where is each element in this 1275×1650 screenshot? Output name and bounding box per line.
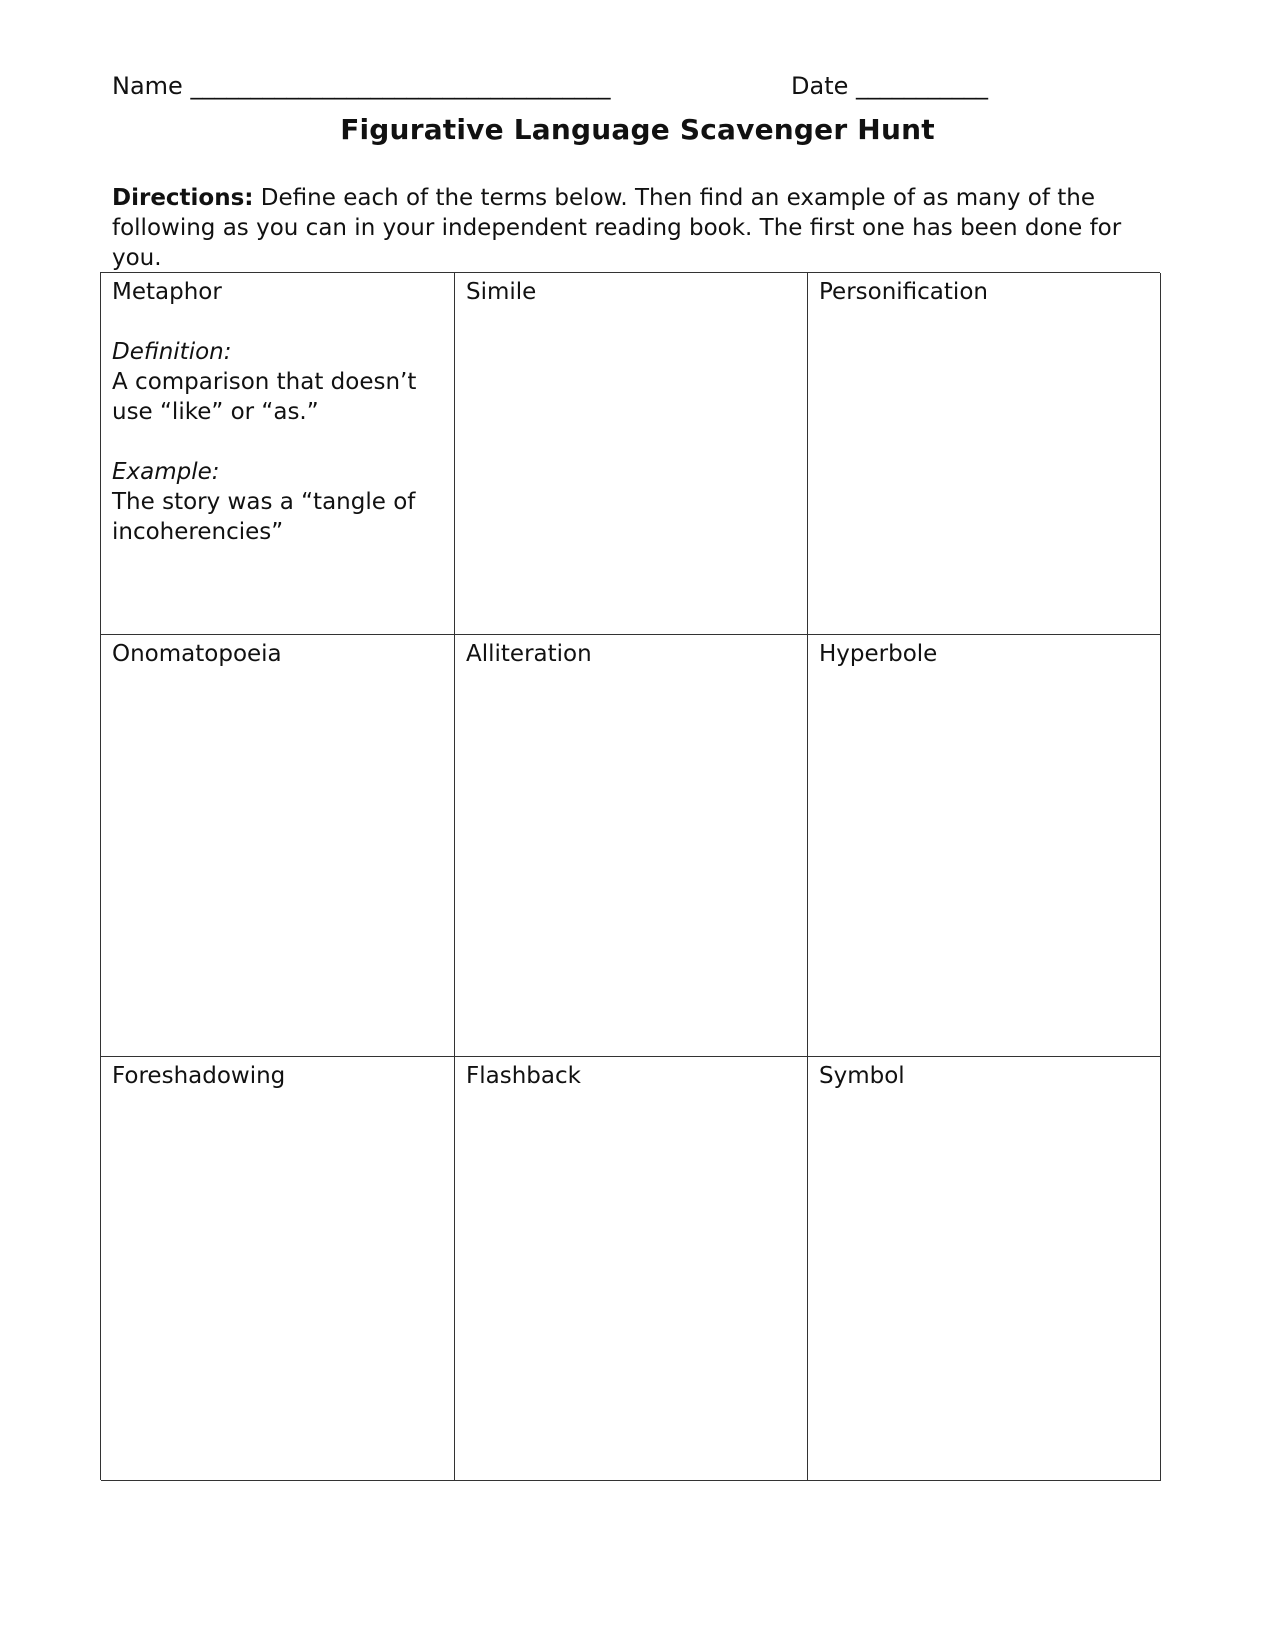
directions (112, 183, 1162, 273)
cell-title: Hyperbole (819, 641, 938, 667)
cell-symbol[interactable] (808, 1057, 1161, 1481)
example-label: Example: (112, 459, 220, 485)
name-label: Name (112, 72, 183, 100)
cell-title: Personification (819, 279, 988, 305)
cell-title: Flashback (466, 1063, 581, 1089)
cell-flashback[interactable] (455, 1057, 808, 1481)
name-blank[interactable]: ___________________________________ (190, 72, 611, 100)
header-line (112, 72, 1012, 106)
cell-title: Onomatopoeia (112, 641, 282, 667)
cell-foreshadowing[interactable] (101, 1057, 455, 1481)
cell-title: Symbol (819, 1063, 905, 1089)
cell-metaphor[interactable] (101, 273, 455, 635)
term-grid (100, 272, 1160, 1480)
cell-title: Metaphor (112, 279, 222, 305)
cell-simile[interactable] (455, 273, 808, 635)
date-label: Date (791, 72, 849, 100)
cell-onomatopoeia[interactable] (101, 635, 455, 1057)
cell-title: Foreshadowing (112, 1063, 286, 1089)
cell-alliteration[interactable] (455, 635, 808, 1057)
spacer (112, 427, 444, 457)
page-title: Figurative Language Scavenger Hunt (340, 113, 935, 146)
example-text: The story was a “tangle of incoherencies” (112, 489, 416, 545)
definition-label: Definition: (112, 339, 232, 365)
cell-hyperbole[interactable] (808, 635, 1161, 1057)
date-field[interactable] (791, 72, 988, 100)
definition-text: A comparison that doesn’t use “like” or “as.” (112, 369, 417, 425)
directions-label: Directions: (112, 185, 254, 211)
spacer (112, 307, 444, 337)
name-field[interactable] (112, 72, 610, 100)
cell-title: Simile (466, 279, 537, 305)
cell-personification[interactable] (808, 273, 1161, 635)
cell-title: Alliteration (466, 641, 592, 667)
date-blank[interactable]: ___________ (856, 72, 989, 100)
directions-text: Define each of the terms below. Then find an example of as many of the following as you can in your independent reading book. The first one has been done for you. (112, 185, 1122, 271)
